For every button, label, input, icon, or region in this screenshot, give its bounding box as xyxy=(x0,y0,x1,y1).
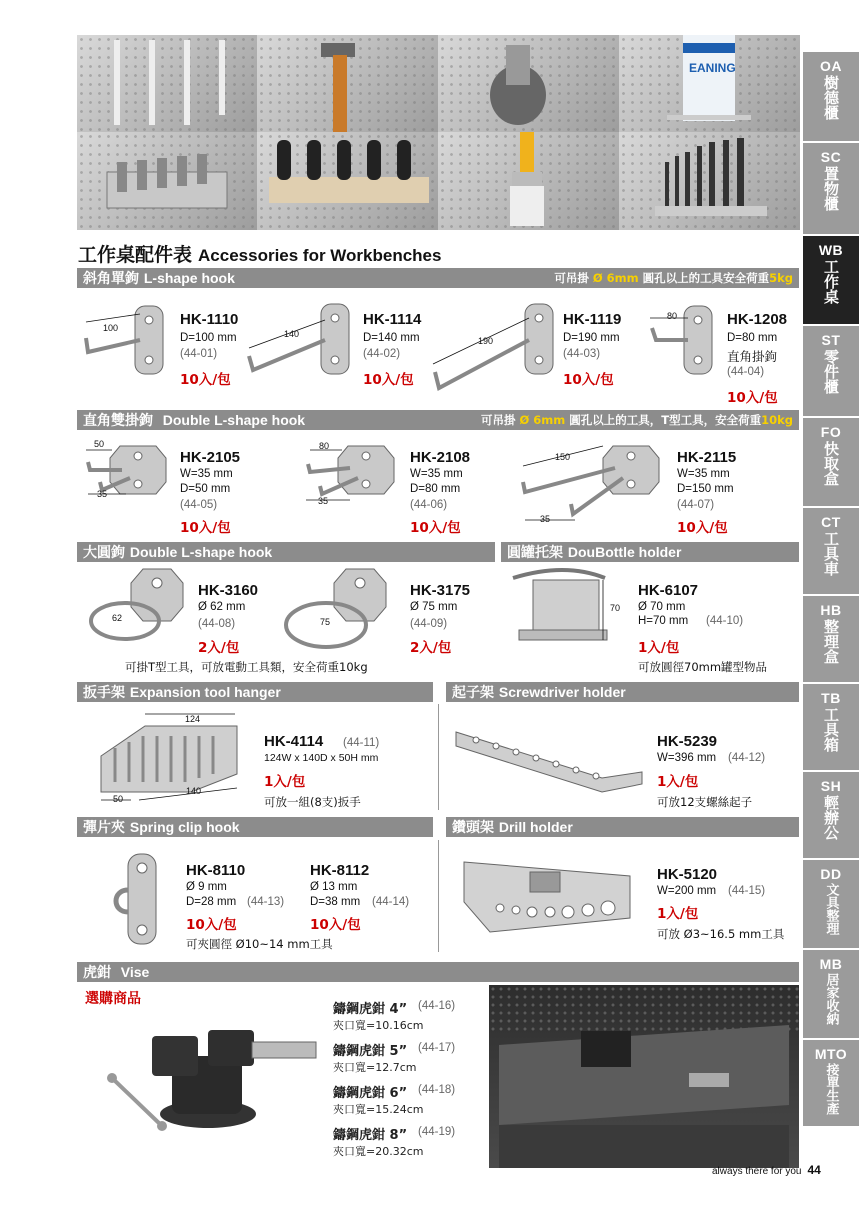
side-tab-label: 輕辦公 xyxy=(822,795,840,840)
section-title-en: Double L-shape hook xyxy=(129,544,273,560)
product-spec: D=50 mm xyxy=(180,483,231,495)
vise-ref: (44-17) xyxy=(418,1042,456,1054)
section-title-en: Double L-shape hook xyxy=(162,412,306,428)
side-tab-label: 工作桌 xyxy=(822,259,840,304)
photo-grinder xyxy=(438,35,620,133)
page-number: 44 xyxy=(807,1163,821,1177)
side-tab-dd[interactable] xyxy=(803,860,859,950)
product-code: HK-6107 xyxy=(638,582,699,599)
side-tab-label: 工具箱 xyxy=(822,707,840,752)
side-tab-code: SC xyxy=(820,149,842,165)
product-ref: (44-09) xyxy=(410,618,448,630)
product-pack: 10入/包 xyxy=(180,520,231,536)
product-ref: (44-15) xyxy=(728,885,766,897)
product-spec: D=150 mm xyxy=(677,483,734,495)
dim-label: 70 xyxy=(610,603,621,613)
photo-drill-bits xyxy=(619,132,801,231)
product-ref: (44-12) xyxy=(728,752,766,764)
product-pack: 2入/包 xyxy=(410,640,452,656)
section-title-en: L-shape hook xyxy=(143,270,235,286)
spring-note: 可夾圓徑 Ø10~14 mm工具 xyxy=(186,937,333,951)
vise-jaw-width: 夾口寬=12.7cm xyxy=(333,1061,417,1074)
product-pack: 10入/包 xyxy=(310,917,361,933)
footer-slogan: always there for you xyxy=(712,1166,802,1177)
footer xyxy=(712,1163,821,1177)
side-tab-label: 文具整理 xyxy=(823,883,839,935)
product-spec: D=80 mm xyxy=(727,332,778,344)
vise-ref: (44-16) xyxy=(418,1000,456,1012)
section-title-zh: 鑽頭架 xyxy=(452,820,494,836)
section-bar-vise xyxy=(77,962,799,982)
dim-label: 140 xyxy=(186,786,202,796)
section-note: 可吊掛 Ø 6mm 圓孔以上的工具，T型工具，安全荷重10kg xyxy=(480,413,793,427)
product-code: HK-2108 xyxy=(410,449,471,466)
vise-name: 鑄鋼虎鉗 5” xyxy=(333,1044,408,1059)
product-code: HK-1114 xyxy=(363,311,422,328)
side-tab-label: 工具車 xyxy=(822,531,840,576)
dim-label: 190 xyxy=(478,336,494,346)
vise-drawing xyxy=(98,1010,328,1150)
product-spec: W=200 mm xyxy=(657,885,717,897)
vise-jaw-width: 夾口寬=20.32cm xyxy=(333,1145,424,1158)
photo-wrench-rack xyxy=(77,132,258,231)
product-spec: D=28 mm xyxy=(186,896,237,908)
vise-ref: (44-18) xyxy=(418,1084,456,1096)
side-tab-label: 居家收納 xyxy=(823,973,839,1025)
section-title-en: Drill holder xyxy=(498,819,573,835)
vise-jaw-width: 夾口寬=15.24cm xyxy=(333,1103,424,1116)
side-tab-fo[interactable] xyxy=(803,418,859,508)
product-spec: H=70 mm xyxy=(638,615,689,627)
product-code: HK-1208 xyxy=(727,311,788,328)
section-title-zh: 直角雙掛鉤 xyxy=(83,413,153,429)
side-tab-ct[interactable] xyxy=(803,508,859,596)
side-tab-sc[interactable] xyxy=(803,143,859,236)
photo-hammer xyxy=(257,35,439,133)
product-ref: (44-10) xyxy=(706,615,744,627)
section-title-en: DouBottle holder xyxy=(567,544,682,560)
side-tab-label: 接單生產 xyxy=(823,1063,839,1115)
side-tab-code: FO xyxy=(820,424,842,440)
ring-hook-hk3160-drawing xyxy=(85,565,195,650)
section-bar-screwdriver xyxy=(446,682,799,702)
product-spec: Ø 13 mm xyxy=(310,881,358,893)
product-pack: 10入/包 xyxy=(363,372,414,388)
dim-label: 50 xyxy=(113,794,124,804)
dim-label: 35 xyxy=(97,489,108,499)
hook-hk1119-drawing xyxy=(425,298,565,393)
divider xyxy=(438,840,439,952)
product-ref: (44-01) xyxy=(180,348,218,360)
dim-label: 50 xyxy=(94,439,105,449)
side-tab-hb[interactable] xyxy=(803,596,859,684)
bottle-holder-drawing xyxy=(505,568,625,648)
side-tab-code: OA xyxy=(820,58,842,74)
section-title-zh: 大圓鉤 xyxy=(83,545,125,561)
dim-label: 80 xyxy=(667,311,678,321)
ring-note: 可掛T型工具，可放電動工具類，安全荷重10kg xyxy=(125,660,368,674)
product-code: HK-3175 xyxy=(410,582,471,599)
product-ref: (44-13) xyxy=(247,896,285,908)
section-bar-double-lhook xyxy=(77,410,799,430)
vise-name: 鑄鋼虎鉗 4” xyxy=(333,1002,408,1017)
side-tab-label: 整理盒 xyxy=(822,619,840,664)
dim-label: 100 xyxy=(103,323,119,333)
spring-clip-drawing xyxy=(112,850,172,950)
product-code: HK-4114 xyxy=(264,733,324,750)
double-hook-hk2115-drawing xyxy=(515,438,675,528)
section-title-zh: 圓罐托架 xyxy=(507,545,563,561)
section-bar-spring xyxy=(77,817,433,837)
photo-can-label: EANING xyxy=(689,61,736,75)
side-tab-tb[interactable] xyxy=(803,684,859,772)
vise-ref: (44-19) xyxy=(418,1126,456,1138)
vise-name: 鑄鋼虎鉗 6” xyxy=(333,1086,408,1101)
product-pack: 10入/包 xyxy=(727,390,778,406)
product-code: HK-1119 xyxy=(563,311,622,328)
section-title-en: Spring clip hook xyxy=(129,819,240,835)
hook-hk1110-drawing xyxy=(80,300,180,380)
section-bar-bottle xyxy=(501,542,799,562)
divider xyxy=(438,704,439,810)
double-hook-hk2108-drawing xyxy=(300,438,410,513)
product-spec: 124W x 140D x 50H mm xyxy=(264,752,379,764)
product-pack: 2入/包 xyxy=(198,640,240,656)
side-tab-mb[interactable] xyxy=(803,950,859,1040)
product-pack: 1入/包 xyxy=(657,774,699,790)
product-code: HK-5120 xyxy=(657,866,718,883)
photo-paint-brush xyxy=(438,132,620,231)
product-pack: 1入/包 xyxy=(657,906,699,922)
hook-hk1114-drawing xyxy=(245,298,365,383)
drill-note: 可放 Ø3~16.5 mm工具 xyxy=(657,927,785,941)
optional-tag: 選購商品 xyxy=(85,991,141,1007)
product-spec: Ø 9 mm xyxy=(186,881,227,893)
side-tab-code: MB xyxy=(819,956,843,972)
side-tab-code: WB xyxy=(818,242,844,258)
section-bar-lhook xyxy=(77,268,799,288)
section-title-zh: 斜角單鉤 xyxy=(83,271,139,287)
product-spec: D=38 mm xyxy=(310,896,361,908)
vise-jaw-width: 夾口寬=10.16cm xyxy=(333,1019,424,1032)
product-spec: D=80 mm xyxy=(410,483,461,495)
product-code: HK-1110 xyxy=(180,311,239,328)
side-tab-mto[interactable] xyxy=(803,1040,859,1128)
page-title-en: Accessories for Workbenches xyxy=(198,246,442,265)
side-tab-code: CT xyxy=(821,514,841,530)
product-code: HK-3160 xyxy=(198,582,259,599)
section-title-zh: 起子架 xyxy=(452,685,494,701)
section-bar-expansion xyxy=(77,682,433,702)
product-ref: (44-14) xyxy=(372,896,410,908)
side-tab-st[interactable] xyxy=(803,326,859,418)
product-ref: (44-05) xyxy=(180,499,218,511)
photo-spray-can xyxy=(619,35,801,133)
side-tab-label: 零件櫃 xyxy=(822,349,840,394)
page-title xyxy=(78,240,441,267)
section-title-en: Expansion tool hanger xyxy=(129,684,281,700)
dim-label: 80 xyxy=(319,441,330,451)
side-tab-code: TB xyxy=(821,690,841,706)
section-title-zh: 虎鉗 xyxy=(83,965,111,981)
product-ref: (44-02) xyxy=(363,348,401,360)
side-tab-oa[interactable] xyxy=(803,52,859,143)
product-spec: W=35 mm xyxy=(410,468,463,480)
side-tab-code: MTO xyxy=(814,1046,848,1062)
side-tab-code: HB xyxy=(820,602,842,618)
product-spec: W=396 mm xyxy=(657,752,717,764)
side-tab-label: 快取盒 xyxy=(822,441,840,486)
side-tab-code: SH xyxy=(820,778,842,794)
side-tab-label: 置物櫃 xyxy=(822,166,840,211)
dim-label: 75 xyxy=(320,617,331,627)
dim-label: 35 xyxy=(318,496,329,506)
wrench-note: 可放一組(8支)扳手 xyxy=(264,795,361,809)
screwdriver-holder-drawing xyxy=(452,718,647,798)
section-note: 可吊掛 Ø 6mm 圓孔以上的工具安全荷重5kg xyxy=(554,271,793,285)
section-title-zh: 彈片夾 xyxy=(83,820,125,836)
screwdriver-note: 可放12支螺絲起子 xyxy=(657,795,753,809)
product-pack: 10入/包 xyxy=(677,520,728,536)
product-code: HK-2115 xyxy=(677,449,737,466)
product-spec: W=35 mm xyxy=(677,468,730,480)
dim-label: 124 xyxy=(185,714,201,724)
section-title-en: Vise xyxy=(120,964,150,980)
product-spec: Ø 75 mm xyxy=(410,601,458,613)
product-ref: (44-11) xyxy=(343,737,380,749)
product-pack: 10入/包 xyxy=(410,520,461,536)
product-spec: D=140 mm xyxy=(363,332,420,344)
vise-workbench-photo xyxy=(489,985,799,1168)
dim-label: 62 xyxy=(112,613,123,623)
product-pack: 10入/包 xyxy=(563,372,614,388)
product-ref: (44-03) xyxy=(563,348,601,360)
product-code: HK-5239 xyxy=(657,733,718,750)
product-ref: (44-07) xyxy=(677,499,715,511)
product-spec: W=35 mm xyxy=(180,468,233,480)
product-ref: (44-04) xyxy=(727,366,765,378)
bottle-note: 可放圓徑70mm罐型物品 xyxy=(638,660,768,674)
side-tab-code: ST xyxy=(821,332,841,348)
vise-name: 鑄鋼虎鉗 8” xyxy=(333,1128,408,1143)
page-title-zh: 工作桌配件表 xyxy=(78,244,193,266)
product-pack: 10入/包 xyxy=(186,917,237,933)
product-pack: 1入/包 xyxy=(264,774,306,790)
dim-label: 35 xyxy=(540,514,551,524)
product-pack: 1入/包 xyxy=(638,640,680,656)
hook-hk1208-drawing xyxy=(640,300,725,380)
dim-label: 140 xyxy=(284,329,300,339)
wrench-rack-drawing xyxy=(95,708,245,808)
product-ref: (44-08) xyxy=(198,618,236,630)
side-tab-sh[interactable] xyxy=(803,772,859,860)
drill-holder-drawing xyxy=(460,848,640,938)
section-title-en: Screwdriver holder xyxy=(498,684,626,700)
product-spec: Ø 70 mm xyxy=(638,601,686,613)
side-tab-code: DD xyxy=(820,866,842,882)
ring-hook-hk3175-drawing xyxy=(280,565,400,655)
side-tab-label: 樹德櫃 xyxy=(822,75,840,120)
product-spec: Ø 62 mm xyxy=(198,601,246,613)
side-tab-wb[interactable] xyxy=(803,236,859,326)
section-bar-ring xyxy=(77,542,495,562)
product-ref: (44-06) xyxy=(410,499,448,511)
product-pack: 10入/包 xyxy=(180,372,231,388)
product-code: HK-8112 xyxy=(310,862,370,879)
product-spec: D=100 mm xyxy=(180,332,237,344)
dim-label: 150 xyxy=(555,452,571,462)
photo-wrench-hooks xyxy=(77,35,258,133)
product-code: HK-2105 xyxy=(180,449,241,466)
product-code: HK-8110 xyxy=(186,862,246,879)
product-spec: D=190 mm xyxy=(563,332,620,344)
section-bar-drill xyxy=(446,817,799,837)
section-title-zh: 扳手架 xyxy=(83,685,125,701)
product-spec: 直角掛鉤 xyxy=(727,349,778,364)
photo-screwdrivers xyxy=(257,132,439,231)
